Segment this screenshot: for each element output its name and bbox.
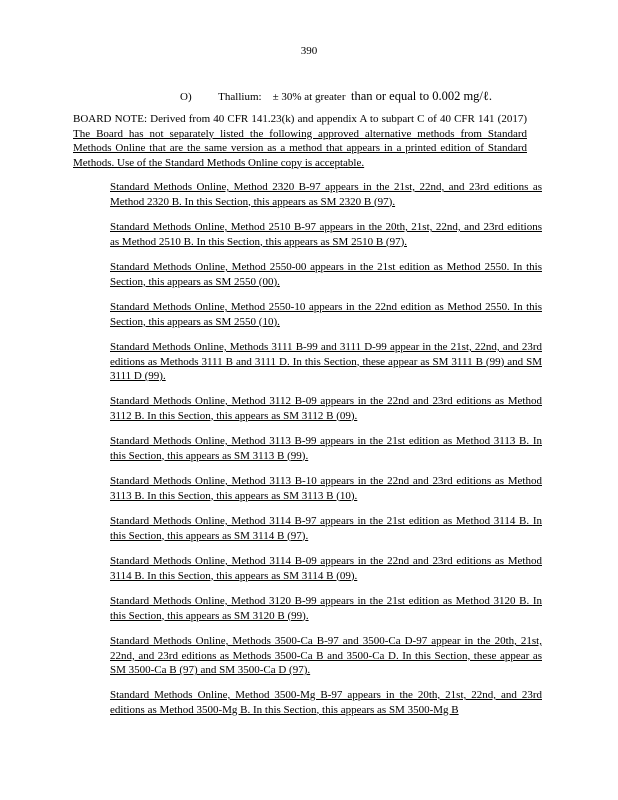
- method-paragraph: [110, 474, 542, 503]
- method-paragraph: [110, 514, 542, 543]
- threshold-text: than or equal to 0.002 mg/ℓ.: [350, 89, 493, 103]
- method-paragraph: [110, 688, 542, 717]
- analyte-name: Thallium:: [218, 91, 262, 103]
- method-text: Standard Methods Online, Method 3113 B-99 appears in the 21st edition as Method 3113 B. In this Section, this appears as SM 3113 B (99).: [110, 435, 542, 462]
- method-text: Standard Methods Online, Method 2550-00 appears in the 21st edition as Method 2550. In this Section, this appears as SM 2550 (00).: [110, 261, 542, 288]
- method-text: Standard Methods Online, Method 2550-10 appears in the 22nd edition as Method 2550. In this Section, this appears as SM 2550 (10).: [110, 301, 542, 328]
- board-note: [73, 112, 527, 170]
- method-paragraph: [110, 434, 542, 463]
- method-paragraph: [110, 554, 542, 583]
- method-paragraph: [110, 634, 542, 678]
- method-text: Standard Methods Online, Method 3114 B-09 appears in the 22nd and 23rd editions as Method 3114 B. In this Section, this appears as SM 3114 B (09).: [110, 555, 542, 582]
- method-text: Standard Methods Online, Methods 3111 B-99 and 3111 D-99 appear in the 21st, 22nd, and 23rd editions as Methods 3111 B and 3111 D. In this Section, these appear as SM 3111 B (99) and SM 3111 D (99).: [110, 341, 542, 382]
- method-paragraph: [110, 594, 542, 623]
- method-text: Standard Methods Online, Method 2320 B-97 appears in the 21st, 22nd, and 23rd editions as Method 2320 B. In this Section, this appears as SM 2320 B (97).: [110, 181, 542, 208]
- method-text: Standard Methods Online, Method 3112 B-09 appears in the 22nd and 23rd editions as Method 3112 B. In this Section, this appears as SM 3112 B (09).: [110, 395, 542, 422]
- method-paragraph: [110, 394, 542, 423]
- method-text: Standard Methods Online, Methods 3500-Ca B-97 and 3500-Ca D-97 appear in the 20th, 21st, 22nd, and 23rd editions as Methods 3500-Ca B and 3500-Ca D. In this Section, these appear as SM 3500-Ca B (97) and SM 3500-Ca D (97).: [110, 635, 542, 676]
- method-text: Standard Methods Online, Method 3120 B-99 appears in the 21st edition as Method 3120 B. In this Section, this appears as SM 3120 B (99).: [110, 595, 542, 622]
- method-paragraph: [110, 260, 542, 289]
- method-paragraph: [110, 220, 542, 249]
- tolerance-text: ± 30% at greater: [272, 91, 346, 103]
- page-number: 390: [300, 45, 318, 57]
- item-label: O): [180, 91, 192, 103]
- method-text: Standard Methods Online, Method 3113 B-10 appears in the 22nd and 23rd editions as Method 3113 B. In this Section, this appears as SM 3113 B (10).: [110, 475, 542, 502]
- method-paragraph: [110, 180, 542, 209]
- board-note-derivation: BOARD NOTE: Derived from 40 CFR 141.23(k) and appendix A to subpart C of 40 CFR 141 (2017): [73, 113, 527, 125]
- method-text: Standard Methods Online, Method 3500-Mg B-97 appears in the 20th, 21st, 22nd, and 23rd editions as Method 3500-Mg B. In this Section, this appears as SM 3500-Mg B: [110, 689, 542, 716]
- thallium-requirement: [180, 89, 492, 105]
- board-note-amendment: The Board has not separately listed the following approved alternative methods from Standard Methods Online that are the same version as a method that appears in a printed edition of Standard Methods. Use of the Standard Methods Online copy is acceptable.: [73, 127, 527, 169]
- method-text: Standard Methods Online, Method 2510 B-97 appears in the 20th, 21st, 22nd, and 23rd editions as Method 2510 B. In this Section, this appears as SM 2510 B (97).: [110, 221, 542, 248]
- method-paragraph: [110, 300, 542, 329]
- method-text: Standard Methods Online, Method 3114 B-97 appears in the 21st edition as Method 3114 B. In this Section, this appears as SM 3114 B (97).: [110, 515, 542, 542]
- method-paragraph: [110, 340, 542, 384]
